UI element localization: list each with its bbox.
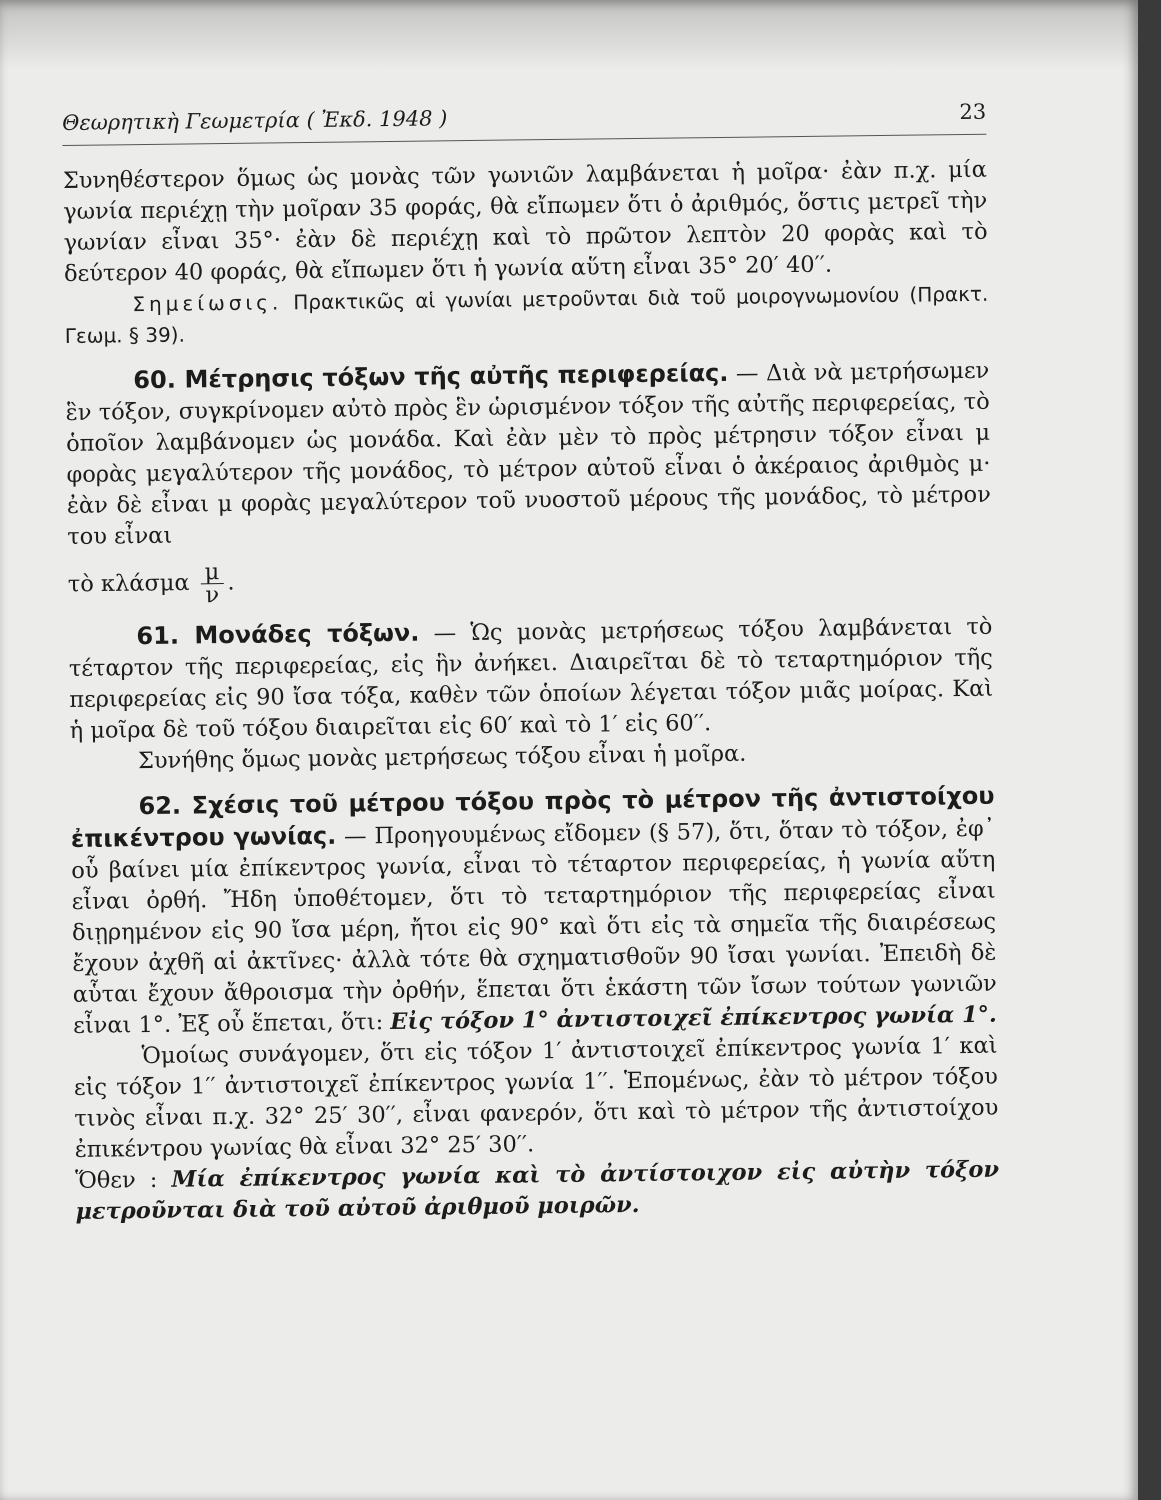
section-62-conclusion bbox=[75, 1155, 1000, 1228]
section-62 bbox=[70, 781, 997, 1042]
fraction-numerator: μ bbox=[201, 561, 224, 584]
running-header bbox=[62, 97, 986, 146]
section-61-text: — Ὡς μονὰς μετρήσεως τόξου λαμβάνεται τὸ τέταρτον τῆς περιφερείας, εἰς ἣν ἀνήκει. Διαιρεῖται δὲ τὸ τεταρτημόριον τῆς περιφερείας εἰς 90 ἴσα τόξα, καθὲν τῶν ὁποίων λέγεται τόξον μιᾶς μοίρας. Καὶ ἡ μοῖρα δὲ τοῦ τόξου διαιρεῖται εἰς 60′ καὶ τὸ 1′ εἰς 60′′. bbox=[68, 613, 994, 744]
intro-paragraph: Συνηθέστερον ὅμως ὡς μονὰς τῶν γωνιῶν λαμβάνεται ἡ μοῖρα· ἐὰν π.χ. μία γωνία περιέχῃ τὴν μοῖραν 35 φοράς, θὰ εἴπωμεν ὅτι ὁ ἀριθμός, ὅστις μετρεῖ τὴν γωνίαν εἶναι 35°· ἐὰν δὲ περιέχῃ καὶ τὸ πρῶτον λεπτὸν 20 φορὰς καὶ τὸ δεύτερον 40 φοράς, θὰ εἴπωμεν ὅτι ἡ γωνία αὕτη εἶναι 35° 20′ 40′′. bbox=[62, 156, 988, 287]
section-62-emphasis: Εἰς τόξον 1° ἀντιστοιχεῖ ἐπίκεντρος γωνία 1°. bbox=[390, 1001, 997, 1036]
fraction-denominator: ν bbox=[205, 582, 220, 609]
section-60-fraction-line bbox=[68, 552, 992, 608]
fraction-mu-nu bbox=[201, 559, 224, 609]
section-61-extra: Συνήθης ὅμως μονὰς μετρήσεως τόξου εἶναι ἡ μοῖρα. bbox=[137, 740, 747, 775]
page-content bbox=[62, 97, 1000, 1228]
page-number: 23 bbox=[959, 99, 987, 125]
section-60-text: — Διὰ νὰ μετρήσωμεν ἓν τόξον, συγκρίνομεν αὐτὸ πρὸς ἓν ὡρισμένον τόξον τῆς αὐτῆς περιφερείας, τὸ ὁποῖον λαμβάνομεν ὡς μονάδα. Καὶ ἐὰν μὲν τὸ πρὸς μέτρησιν τόξον εἶναι μ φορὰς μεγαλύτερον τῆς μονάδος, τὸ μέτρον αὐτοῦ εἶναι ὁ ἀκέραιος ἀριθμὸς μ· ἐὰν δὲ εἶναι μ φορὰς μεγαλύτερον τοῦ νυοστοῦ μέρους τῆς μονάδος, τὸ μέτρον του εἶναι bbox=[65, 357, 991, 550]
fraction-suffix: . bbox=[227, 569, 235, 596]
page-shadow bbox=[0, 0, 1138, 70]
conclusion-prefix: Ὅθεν : bbox=[74, 1166, 158, 1194]
section-61-heading: 61. Μονάδες τόξων. bbox=[136, 618, 420, 651]
conclusion-text: Μία ἐπίκεντρος γωνία καὶ τὸ ἀντίστοιχον εἰς αὐτὴν τόξον μετροῦνται διὰ τοῦ αὐτοῦ ἀριθμοῦ μοιρῶν. bbox=[75, 1156, 1000, 1225]
section-62-text: — Προηγουμένως εἴδομεν (§ 57), ὅτι, ὅταν τὸ τόξον, ἐφ᾽ οὗ βαίνει μία ἐπίκεντρος γωνία, εἶναι τὸ τέταρτον περιφερείας, ἡ γωνία αὕτη εἶναι ὀρθή. Ἤδη ὑποθέτομεν, ὅτι τὸ τεταρτημόριον τῆς περιφερείας εἶναι διῃρημένον εἰς 90 ἴσα μέρη, ἤτοι εἰς 90° καὶ ὅτι εἰς τὰ σημεῖα τῆς διαιρέσεως ἔχουν ἀχθῆ αἱ ἀκτῖνες· ἀλλὰ τότε θὰ σχηματισθοῦν 90 ἴσαι γωνίαι. Ἐπειδὴ δὲ αὗται ἔχουν ἄθροισμα τὴν ὀρθήν, ἕπεται ὅτι ἑκάστη τῶν ἴσων τούτων γωνιῶν εἶναι 1°. Ἐξ οὗ ἕπεται, ὅτι: bbox=[71, 815, 997, 1039]
section-60-heading: 60. Μέτρησις τόξων τῆς αὐτῆς περιφερείας. bbox=[133, 358, 729, 395]
note-paragraph bbox=[64, 279, 989, 352]
section-60 bbox=[65, 355, 991, 553]
section-61 bbox=[68, 611, 993, 747]
section-62-heading: 62. Σχέσις τοῦ μέτρου τόξου πρὸς τὸ μέτρον τῆς ἀντιστοίχου ἐπικέντρου γωνίας. bbox=[70, 781, 995, 853]
note-text: Πρακτικῶς αἱ γωνίαι μετροῦνται διὰ τοῦ μοιρογνωμονίου (Πρακτ. Γεωμ. § 39). bbox=[64, 281, 989, 348]
note-label: Σημείωσις. bbox=[132, 290, 283, 317]
fraction-prefix: τὸ κλάσμα bbox=[67, 569, 190, 598]
running-title: Θεωρητικὴ Γεωμετρία ( Ἐκδ. 1948 ) bbox=[62, 106, 448, 135]
section-62-para2: Ὁμοίως συνάγομεν, ὅτι εἰς τόξον 1′ ἀντιστοιχεῖ ἐπίκεντρος γωνία 1′ καὶ εἰς τόξον 1′′ ἀντιστοιχεῖ ἐπίκεντρος γωνία 1′′. Ἑπομένως, ἐὰν τὸ μέτρον τόξου τινὸς εἶναι π.χ. 32° 25′ 30′′, εἶναι φανερόν, ὅτι καὶ τὸ μέτρον τῆς ἀντιστοίχου ἐπικέντρου γωνίας θὰ εἶναι 32° 25′ 30′′. bbox=[73, 1032, 999, 1163]
